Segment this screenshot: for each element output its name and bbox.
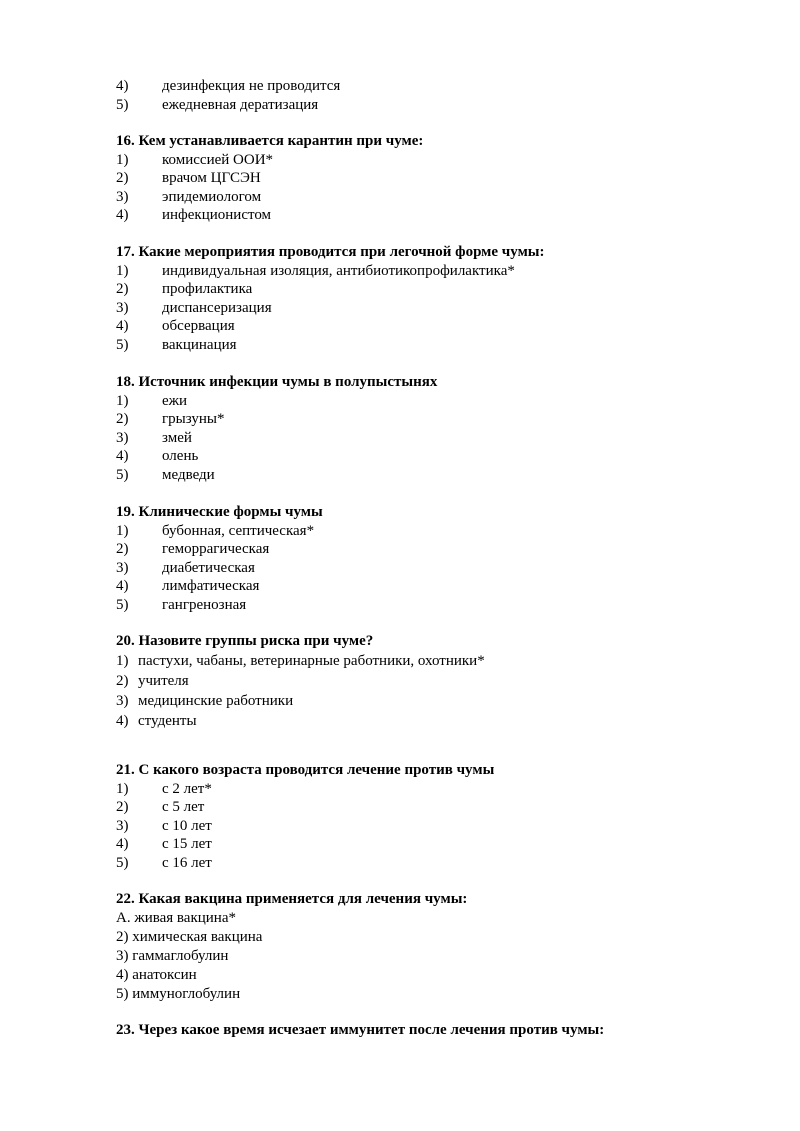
- option-number: 4): [116, 207, 129, 223]
- option-text: олень: [162, 448, 199, 464]
- question-title: 19. Клинические формы чумы: [116, 504, 323, 520]
- option-row: [116, 151, 736, 170]
- option-row: А. живая вакцина*: [116, 909, 236, 926]
- option-number: 5): [116, 854, 129, 871]
- option-row: [116, 188, 736, 207]
- prev-question-options: [116, 77, 736, 114]
- option-number: 4): [116, 578, 129, 594]
- question-20: [116, 632, 736, 731]
- option-number: 3): [116, 692, 129, 709]
- option-row: [116, 429, 736, 448]
- option-number: 1): [116, 392, 129, 409]
- question-23: [116, 1021, 736, 1040]
- option-row: [116, 522, 736, 541]
- option-number: 2): [116, 411, 129, 427]
- option-row: [116, 540, 736, 559]
- option-text: с 15 лет: [162, 836, 212, 852]
- option-text: диспансеризация: [162, 299, 272, 316]
- question-title: 17. Какие мероприятия проводится при легочной форме чумы:: [116, 244, 545, 260]
- option-text: ежедневная дератизация: [162, 96, 319, 113]
- option-text: инфекционистом: [162, 207, 272, 223]
- option-row: [116, 671, 736, 691]
- option-text: с 16 лет: [162, 854, 212, 871]
- option-row: [116, 466, 736, 485]
- option-text: с 5 лет: [162, 799, 205, 815]
- option-number: 5): [116, 96, 129, 113]
- option-number: 4): [116, 318, 129, 334]
- question-22: [116, 890, 736, 1004]
- option-text: комиссией ООИ*: [162, 151, 274, 168]
- option-number: 1): [116, 522, 129, 539]
- option-text: змей: [162, 429, 192, 446]
- option-row: [116, 651, 736, 671]
- option-text: индивидуальная изоляция, антибиотикопрофилактика*: [162, 262, 515, 279]
- option-number: 2): [116, 672, 129, 689]
- option-text: с 2 лет*: [162, 780, 212, 797]
- option-row: 4) анатоксин: [116, 966, 197, 983]
- option-row: 2) химическая вакцина: [116, 928, 263, 945]
- option-row: [116, 206, 736, 225]
- question-title: 23. Через какое время исчезает иммунитет после лечения против чумы:: [116, 1022, 605, 1038]
- option-row: [116, 392, 736, 411]
- option-number: 4): [116, 78, 129, 94]
- option-row: [116, 169, 736, 188]
- question-title: 20. Назовите группы риска при чуме?: [116, 633, 374, 649]
- option-row: [116, 559, 736, 578]
- option-text: с 10 лет: [162, 817, 212, 834]
- question-title: 18. Источник инфекции чумы в полупыстынях: [116, 374, 438, 390]
- option-row: [116, 780, 736, 799]
- option-number: 1): [116, 262, 129, 279]
- option-text: медведи: [162, 466, 215, 483]
- option-row: 3) гаммаглобулин: [116, 947, 229, 964]
- option-text: диабетическая: [162, 559, 255, 576]
- option-text: учителя: [138, 672, 189, 689]
- question-title: 21. С какого возраста проводится лечение против чумы: [116, 762, 495, 778]
- question-title: 16. Кем устанавливается карантин при чуме:: [116, 133, 424, 149]
- option-row: [116, 835, 736, 854]
- option-row: [116, 410, 736, 429]
- option-row: [116, 77, 736, 96]
- option-number: 3): [116, 429, 129, 446]
- option-row: [116, 262, 736, 281]
- option-row: 5) иммуноглобулин: [116, 985, 241, 1002]
- option-row: [116, 336, 736, 355]
- option-number: 2): [116, 170, 129, 186]
- option-text: ежи: [162, 392, 188, 409]
- option-text: эпидемиологом: [162, 188, 262, 205]
- option-number: 2): [116, 281, 129, 297]
- option-number: 3): [116, 188, 129, 205]
- option-text: геморрагическая: [162, 541, 270, 557]
- option-text: вакцинация: [162, 336, 237, 353]
- option-row: [116, 96, 736, 115]
- option-row: [116, 691, 736, 711]
- option-text: лимфатическая: [162, 578, 260, 594]
- option-text: обсервация: [162, 318, 235, 334]
- option-text: грызуны*: [162, 411, 225, 427]
- option-row: [116, 317, 736, 336]
- option-number: 3): [116, 299, 129, 316]
- option-number: 4): [116, 836, 129, 852]
- option-number: 5): [116, 336, 129, 353]
- question-18: [116, 373, 736, 484]
- option-text: профилактика: [162, 281, 253, 297]
- option-number: 1): [116, 151, 129, 168]
- option-text: студенты: [138, 712, 197, 729]
- question-17: [116, 243, 736, 354]
- option-number: 1): [116, 780, 129, 797]
- question-title: 22. Какая вакцина применяется для лечения чумы:: [116, 891, 468, 907]
- option-row: [116, 447, 736, 466]
- option-number: 2): [116, 799, 129, 815]
- option-number: 5): [116, 596, 129, 613]
- option-number: 4): [116, 448, 129, 464]
- question-16: [116, 132, 736, 225]
- option-row: [116, 596, 736, 615]
- option-number: 3): [116, 817, 129, 834]
- option-row: [116, 711, 736, 731]
- option-row: [116, 817, 736, 836]
- option-number: 3): [116, 559, 129, 576]
- option-number: 4): [116, 712, 129, 729]
- option-row: [116, 299, 736, 318]
- option-text: бубонная, септическая*: [162, 522, 315, 539]
- option-number: 2): [116, 541, 129, 557]
- option-text: гангренозная: [162, 596, 247, 613]
- option-number: 1): [116, 652, 129, 669]
- question-21: [116, 761, 736, 872]
- option-text: пастухи, чабаны, ветеринарные работники, охотники*: [138, 652, 485, 669]
- option-text: медицинские работники: [138, 692, 294, 709]
- question-19: [116, 503, 736, 614]
- option-text: врачом ЦГСЭН: [162, 170, 261, 186]
- option-row: [116, 798, 736, 817]
- option-text: дезинфекция не проводится: [162, 78, 341, 94]
- option-row: [116, 577, 736, 596]
- option-number: 5): [116, 466, 129, 483]
- option-row: [116, 854, 736, 873]
- option-row: [116, 280, 736, 299]
